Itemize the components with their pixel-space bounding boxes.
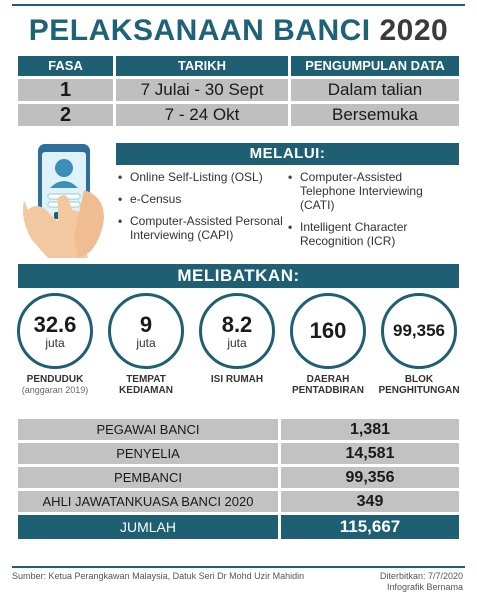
stat-blok-penghitungan xyxy=(378,293,460,396)
staff-label: AHLI JAWATANKUASA BANCI 2020 xyxy=(18,491,278,512)
staff-value: 99,356 xyxy=(281,467,459,488)
list-item: • Computer-Assisted Personal Interviewing (CAPI) xyxy=(118,214,283,242)
fasa-row-1 xyxy=(18,79,459,101)
stat-unit: juta xyxy=(136,335,156,350)
fasa-date: 7 Julai - 30 Sept xyxy=(116,79,288,101)
staff-value: 14,581 xyxy=(281,443,459,464)
stat-label: BLOK PENGHITUNGAN xyxy=(378,374,460,396)
stat-value: 160 xyxy=(309,318,347,343)
stat-value: 99,356 xyxy=(393,321,445,340)
stat-ring xyxy=(199,293,275,369)
list-item: • Computer-Assisted Telephone Interviewing (CATI) xyxy=(288,170,423,212)
table-row xyxy=(18,491,459,512)
staff-label: PENYELIA xyxy=(18,443,278,464)
credit: Infografik Bernama xyxy=(386,582,463,592)
fasa-method: Dalam talian xyxy=(291,79,459,101)
staff-value: 1,381 xyxy=(281,419,459,440)
stat-note: (anggaran 2019) xyxy=(21,385,89,395)
header-tarikh: TARIKH xyxy=(116,56,288,76)
fasa-date: 7 - 24 Okt xyxy=(116,104,288,126)
fasa-number: 2 xyxy=(18,104,113,126)
stat-unit: juta xyxy=(45,335,65,350)
stat-label: ISI RUMAH xyxy=(210,374,264,385)
list-item: • Intelligent Character Recognition (ICR) xyxy=(288,220,408,248)
stat-label: TEMPAT KEDIAMAN xyxy=(119,374,173,396)
staff-value: 349 xyxy=(281,491,459,512)
header-fasa: FASA xyxy=(18,56,113,76)
stat-unit: juta xyxy=(227,335,247,350)
fasa-table xyxy=(18,56,459,129)
header-pengumpulan-data: PENGUMPULAN DATA xyxy=(291,56,459,76)
fasa-row-2 xyxy=(18,104,459,126)
stat-label: PENDUDUK xyxy=(26,374,84,385)
stat-value: 32.6 xyxy=(33,311,77,337)
stats-circles xyxy=(14,293,464,413)
title-year: 2020 xyxy=(379,14,449,47)
stat-ring xyxy=(290,293,366,369)
staff-label: PEMBANCI xyxy=(18,467,278,488)
publication-info xyxy=(380,571,463,593)
total-row xyxy=(18,515,459,539)
table-row xyxy=(18,443,459,464)
fasa-number: 1 xyxy=(18,79,113,101)
stat-penduduk xyxy=(14,293,96,395)
stat-ring xyxy=(17,293,93,369)
published-date: Diterbitkan: 7/7/2020 xyxy=(379,571,463,581)
hand-holding-smartphone-icon xyxy=(18,140,110,258)
melalui-heading: MELALUI: xyxy=(116,143,459,165)
fasa-table-header xyxy=(18,56,459,76)
fasa-method: Bersemuka xyxy=(291,104,459,126)
footer-divider xyxy=(12,566,465,568)
source-note: Sumber: Ketua Perangkawan Malaysia, Datuk Seri Dr Mohd Uzir Mahidin xyxy=(12,571,305,581)
stat-value: 8.2 xyxy=(221,311,253,337)
table-row xyxy=(18,419,459,440)
list-item: • Online Self-Listing (OSL) xyxy=(118,170,263,184)
page-title xyxy=(0,14,477,48)
stat-isi-rumah xyxy=(196,293,278,385)
top-divider xyxy=(12,4,465,6)
melalui-list-left xyxy=(118,170,288,250)
total-value: 115,667 xyxy=(281,515,459,539)
list-item: • e-Census xyxy=(118,192,182,206)
staff-label: PEGAWAI BANCI xyxy=(18,419,278,440)
staff-table xyxy=(18,419,459,542)
melibatkan-heading: MELIBATKAN: xyxy=(18,264,459,288)
title-main: PELAKSANAAN BANCI xyxy=(28,14,371,47)
total-label: JUMLAH xyxy=(18,515,278,539)
stat-ring xyxy=(108,293,184,369)
stat-value: 9 xyxy=(139,311,153,337)
stat-daerah-pentadbiran xyxy=(287,293,369,396)
melalui-list-right xyxy=(288,170,460,256)
stat-ring xyxy=(381,293,457,369)
table-row xyxy=(18,467,459,488)
stat-tempat-kediaman xyxy=(105,293,187,396)
stat-label: DAERAH PENTADBIRAN xyxy=(291,374,365,396)
